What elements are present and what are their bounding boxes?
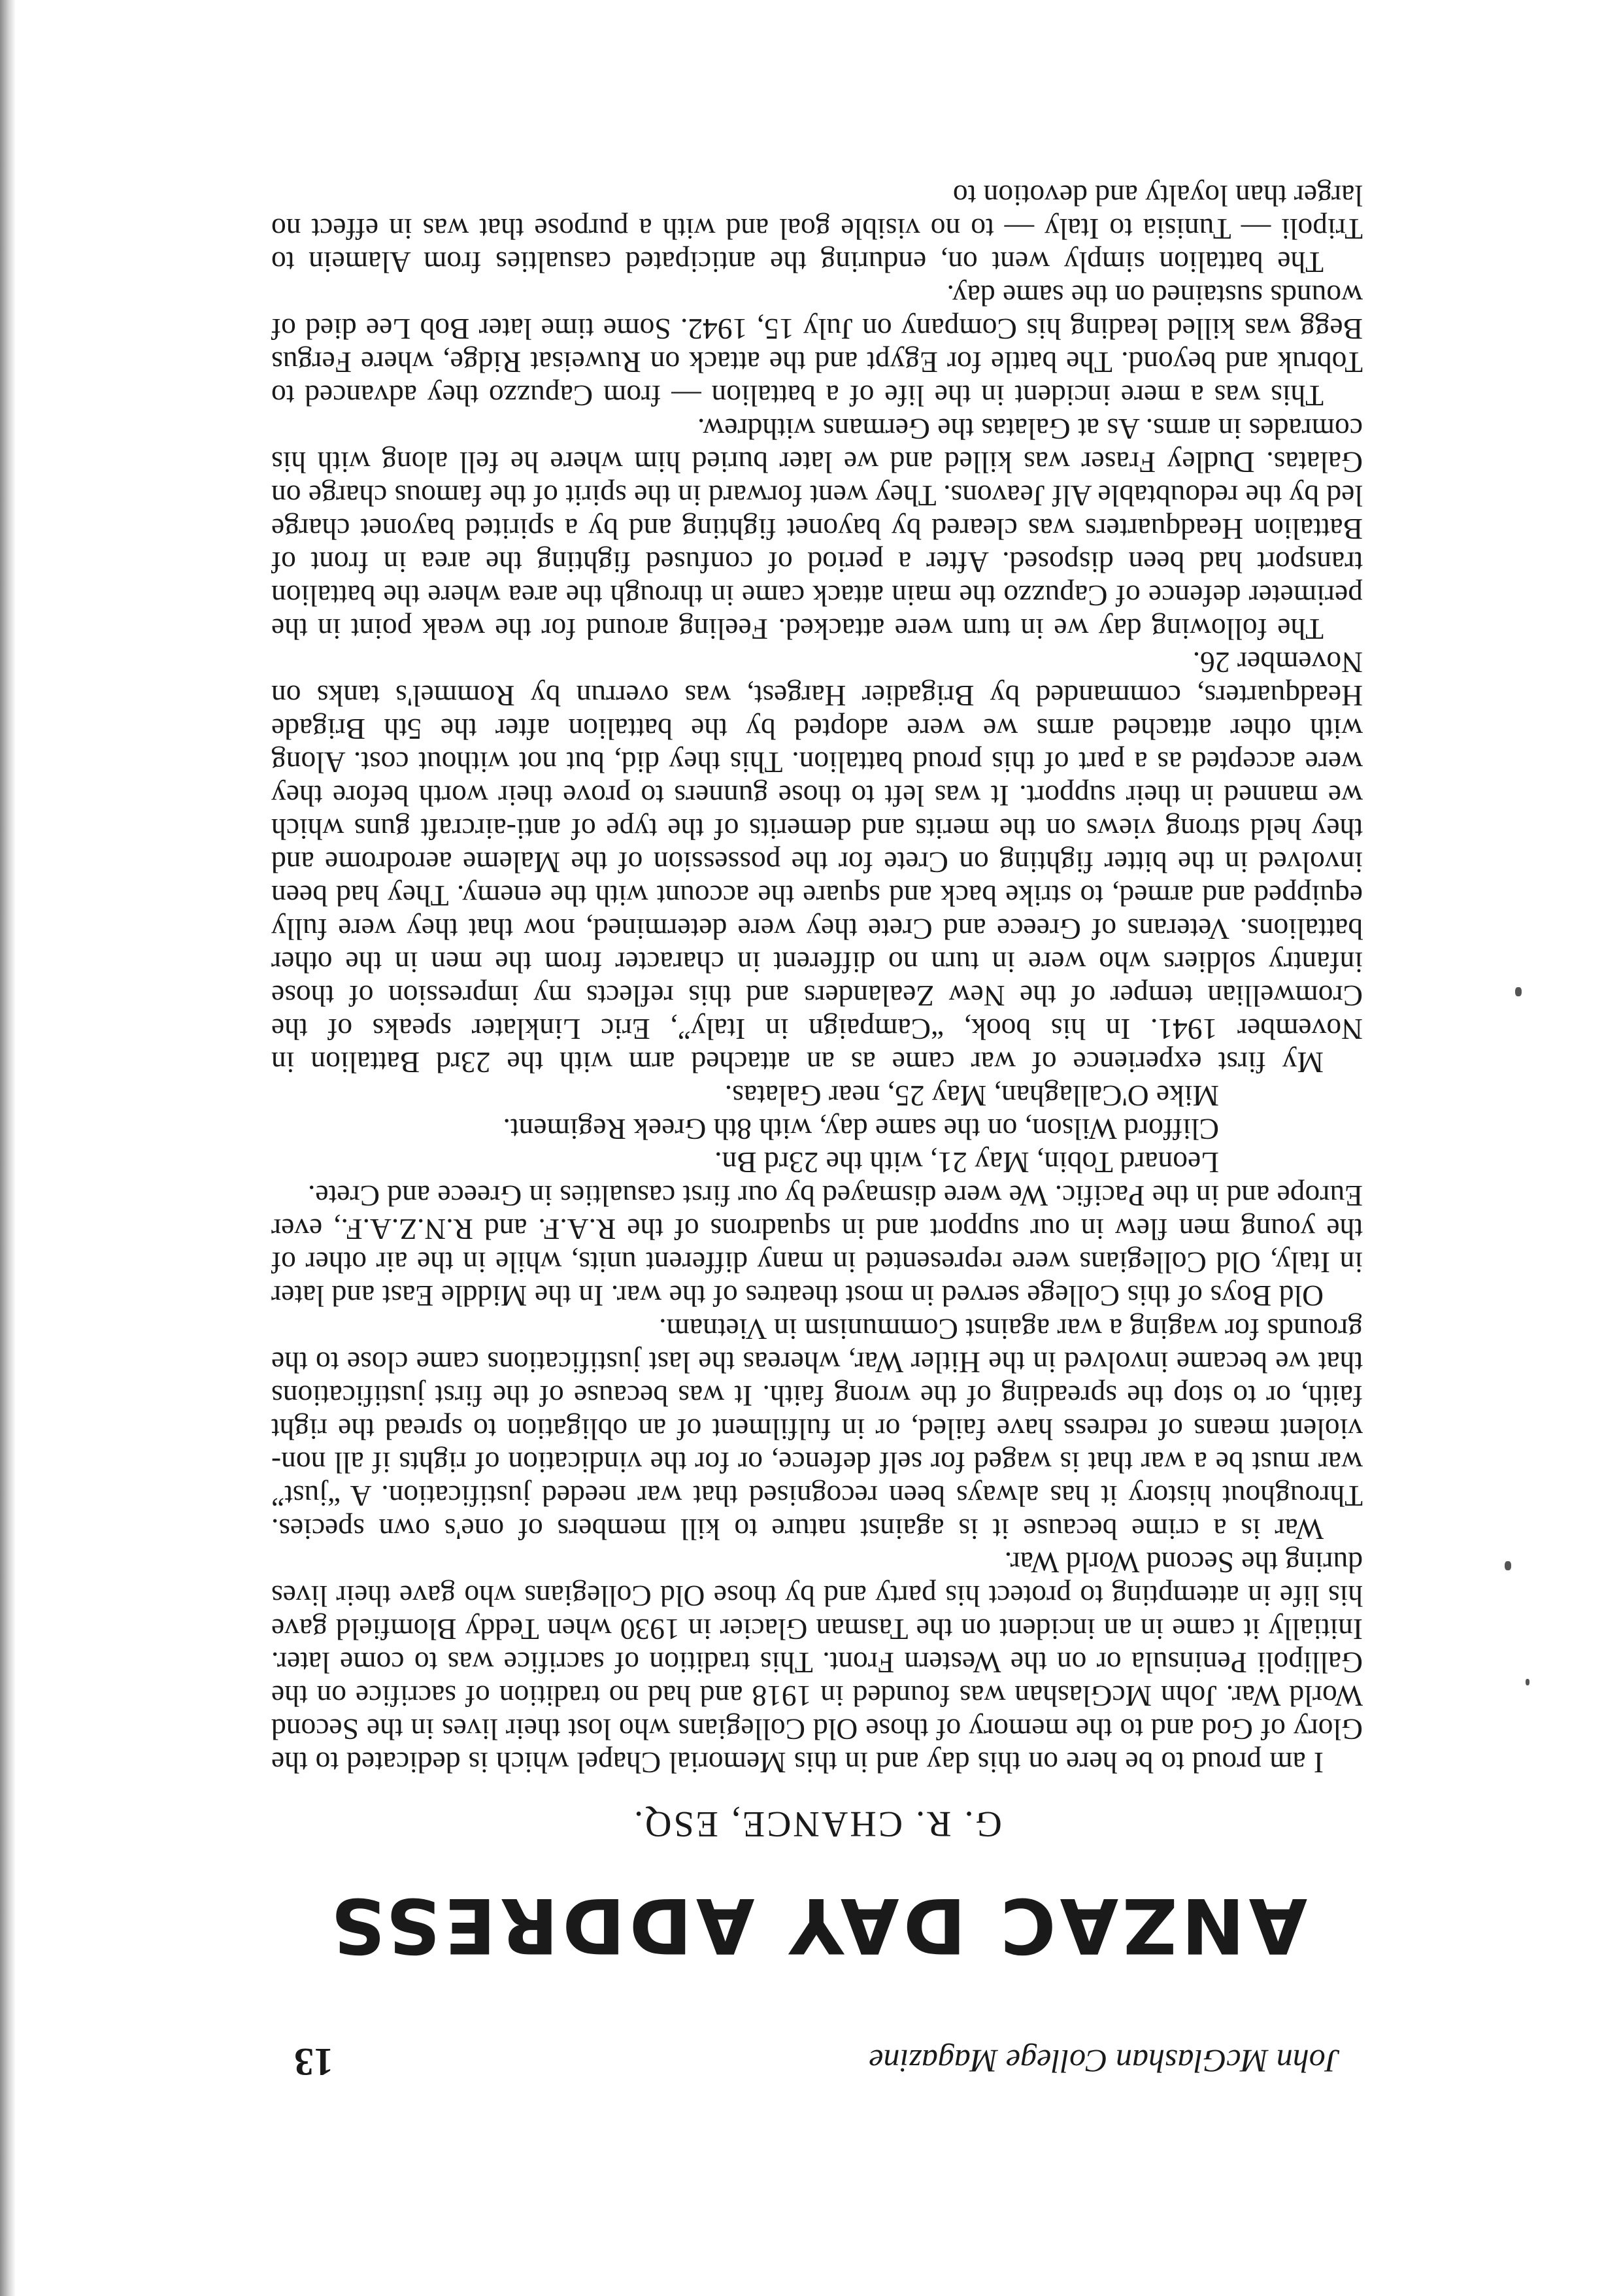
paragraph: War is a crime because it is against nature to kill members of one's own species. Throughout history it has always been recognised that war needed justification. A “just” war must be a war that is waged for self defence, or for the vindication of rights if all non-violent means of redress have failed, or in fulfilment of an obligation to spread the right faith, or to stop the spreading of the wrong faith. It was because of the first justifications that we became involved in the Hitler War, whereas the last justifications came close to the grounds for waging a war against Communism in Vietnam.	[271, 1313, 1363, 1546]
paragraph: The battalion simply went on, enduring the anticipated casualties from Alamein to Tripoli — Tunisia to Italy — to no visible goal and with a purpose that was in effect no larger than loyalty and devotion to	[271, 179, 1363, 279]
casualty-entry: Mike O'Callaghan, May 25, near Galatas.	[724, 1079, 1219, 1113]
casualty-entry: Clifford Wilson, on the same day, with 8th Greek Regiment.	[503, 1113, 1219, 1146]
paragraph: My first experience of war came as an attached arm with the 23rd Battalion in November 1941. In his book, “Campaign in Italy”, Eric Linklater speaks of the Cromwellian temper of the New Zealanders and this reflects my impression of those infantry soldiers who were in turn no different in character from the men in the other battalions. Veterans of Greece and Crete they were determined, now that they were fully equipped and armed, to strike back and square the account with the enemy. They had been involved in the bitter fighting on Crete for the possession of the Maleme aerodrome and they held strong views on the merits and demerits of the type of anti-aircraft guns which we manned in their support. It was left to those gunners to prove their worth before they were accepted as a part of this proud battalion. This they did, but not without cost. Along with other attached arms we were adopted by the battalion after the 5th Brigade Headquarters, commanded by Brigadier Hargest, was overrun by Rommel's tanks on November 26.	[271, 646, 1363, 1079]
paragraph: This was a mere incident in the life of a battalion — from Capuzzo they advanced to Tobruk and beyond. The battle for Egypt and the attack on Ruweisat Ridge, where Fergus Begg was killed leading his Company on July 15, 1942. Some time later Bob Lee died of wounds sustained on the same day.	[271, 279, 1363, 413]
paragraph: I am proud to be here on this day and in this Memorial Chapel which is dedicated to the Glory of God and to the memory of those Old Collegians who lost their lives in the Second World War. John McGlashan was founded in 1918 and had no tradition of sacrifice on the Gallipoli Peninsula or on the Western Front. This tradition of sacrifice was to come later. Initially it came in an incident on the Tasman Glacier in 1930 when Teddy Blomfield gave his life in attempting to protect his party and by those Old Collegians who gave their lives during the Second World War.	[271, 1546, 1363, 1780]
running-title: John McGlashan College Magazine	[869, 2043, 1340, 2080]
page-number: 13	[294, 2040, 333, 2084]
article-body	[271, 179, 1363, 1780]
article-author: G. R. CHANCE, ESQ.	[632, 1804, 1002, 1844]
article-title: ANZAC DAY ADDRESS	[326, 1881, 1308, 1969]
casualty-list	[271, 1079, 1363, 1179]
paragraph: The following day we in turn were attacked. Feeling around for the weak point in the perimeter defence of Capuzzo the main attack came in through the area where the battalion transport had been disposed. After a period of confused fighting the area in front of Battalion Headquarters was cleared by bayonet fighting and by a spirited bayonet charge led by the redoubtable Alf Jeavons. They went forward in the spirit of the famous charge on Galatas. Dudley Fraser was killed and we later buried him where he fell along with his comrades in arms. As at Galatas the Germans withdrew.	[271, 413, 1363, 646]
paragraph: Old Boys of this College served in most theatres of the war. In the Middle East and later in Italy, Old Collegians were represented in many different units, while in the air other of the young men flew in our support and in squadrons of the R.A.F. and R.N.Z.A.F., ever Europe and in the Pacific. We were dismayed by our first casualties in Greece and Crete.	[271, 1179, 1363, 1313]
casualty-entry: Leonard Tobin, May 21, with the 23rd Bn.	[714, 1146, 1219, 1179]
page-header	[294, 2034, 1340, 2084]
